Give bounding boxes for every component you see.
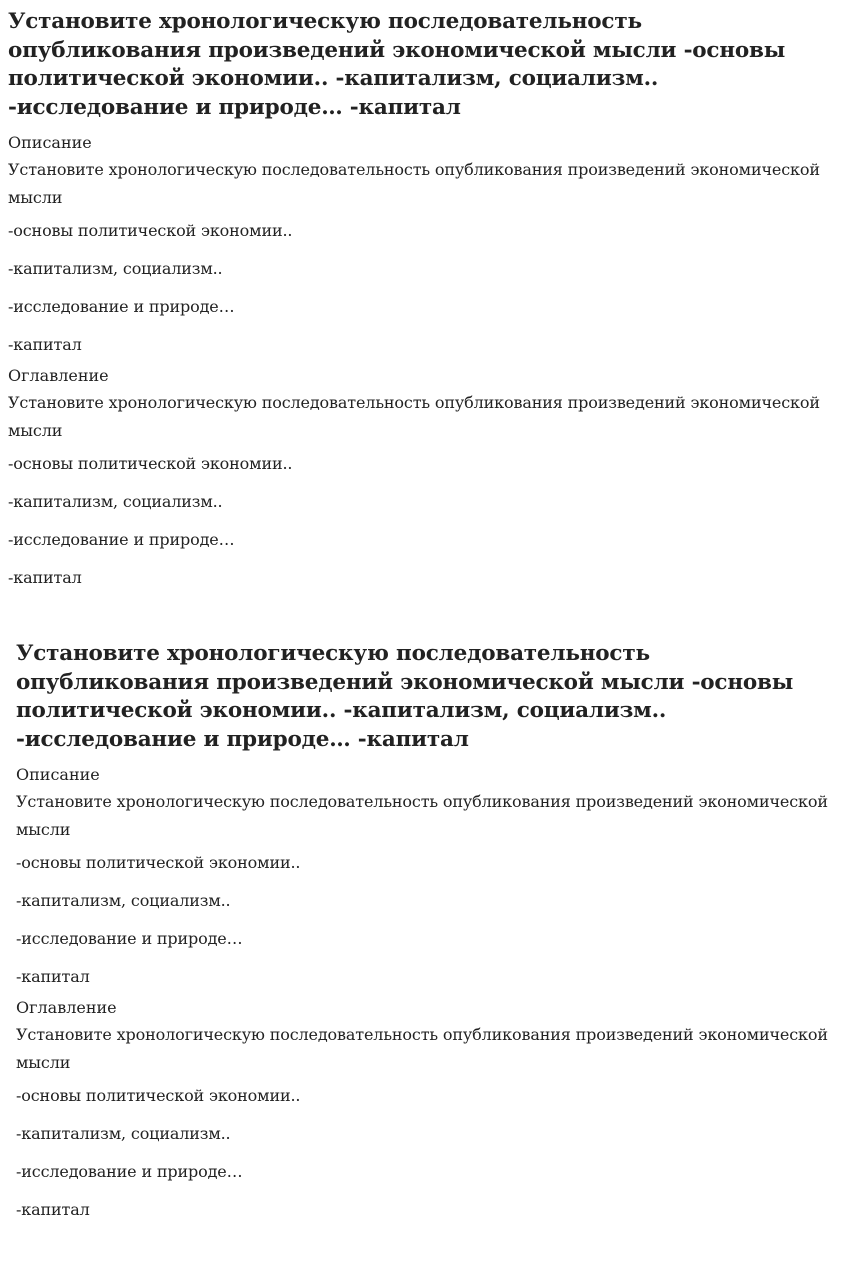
list-item: -основы политической экономии.. [16, 853, 301, 872]
list-item: -основы политической экономии.. [8, 454, 293, 473]
document-title: Установите хронологическую последовательность опубликования произведений экономической мысли -основы политической экономии.. -капитализм, социализм.. -исследование и природе… -капитал [16, 641, 794, 752]
section-heading: Оглавление [16, 998, 117, 1017]
item-list [8, 221, 828, 355]
item-list [16, 853, 836, 987]
list-item: -капитал [8, 335, 82, 354]
contents-section [16, 997, 836, 1220]
item-list [16, 1086, 836, 1220]
list-item: -капитализм, социализм.. [8, 492, 223, 511]
section-intro: Установите хронологическую последовательность опубликования произведений экономической мысли [8, 393, 820, 440]
list-item: -исследование и природе… [8, 530, 235, 549]
section-intro: Установите хронологическую последовательность опубликования произведений экономической мысли [16, 792, 828, 839]
item-list [8, 454, 828, 588]
description-section [8, 132, 828, 355]
section-heading: Описание [8, 133, 92, 152]
list-item: -капитализм, социализм.. [8, 259, 223, 278]
section-intro: Установите хронологическую последовательность опубликования произведений экономической мысли [8, 160, 820, 207]
document-block [16, 640, 836, 1220]
list-item: -капитализм, социализм.. [16, 891, 231, 910]
document-title: Установите хронологическую последовательность опубликования произведений экономической мысли -основы политической экономии.. -капитализм, социализм.. -исследование и природе… -капитал [8, 9, 786, 120]
description-section [16, 764, 836, 987]
section-heading: Описание [16, 765, 100, 784]
list-item: -капитализм, социализм.. [16, 1124, 231, 1143]
list-item: -исследование и природе… [16, 1162, 243, 1181]
list-item: -капитал [16, 967, 90, 986]
list-item: -исследование и природе… [8, 297, 235, 316]
contents-section [8, 365, 828, 588]
list-item: -капитал [16, 1200, 90, 1219]
list-item: -основы политической экономии.. [8, 221, 293, 240]
list-item: -исследование и природе… [16, 929, 243, 948]
list-item: -капитал [8, 568, 82, 587]
list-item: -основы политической экономии.. [16, 1086, 301, 1105]
section-heading: Оглавление [8, 366, 109, 385]
document-block [8, 8, 828, 588]
section-intro: Установите хронологическую последовательность опубликования произведений экономической мысли [16, 1025, 828, 1072]
